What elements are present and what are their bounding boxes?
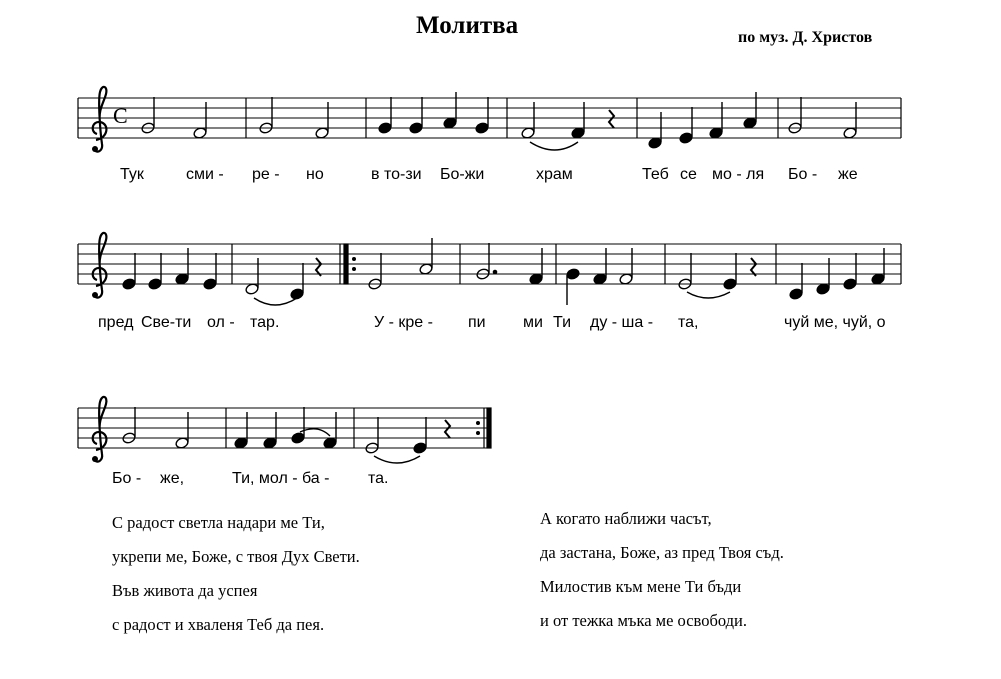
- verse-left: [112, 506, 360, 642]
- composer-credit: по муз. Д. Христов: [738, 29, 873, 46]
- lyric-word: в то-зи: [371, 166, 422, 183]
- lyric-word: чуй ме, чуй, о: [784, 314, 886, 331]
- time-signature: C: [113, 103, 128, 128]
- verse-line: да застана, Боже, аз пред Твоя съд.: [540, 543, 784, 562]
- lyric-word: Бо -: [788, 166, 818, 183]
- verse-line: А когато наближи часът,: [540, 509, 712, 528]
- notes-1: [141, 92, 857, 150]
- lyric-word: та,: [678, 314, 699, 331]
- lyric-word: се: [680, 166, 697, 183]
- verse-line: и от тежка мъка ме освободи.: [540, 611, 747, 630]
- lyric-word: пред: [98, 314, 134, 331]
- lyric-word: Бо -: [112, 470, 142, 487]
- verse-line: С радост светла надари ме Ти,: [112, 513, 325, 532]
- lyric-word: ду - ша -: [590, 314, 654, 331]
- staff-3: [78, 408, 491, 448]
- lyric-word: Теб: [642, 166, 669, 183]
- treble-clef-icon: [92, 233, 106, 298]
- lyric-word: Бо-жи: [440, 166, 485, 183]
- verse-line: с радост и хваленя Теб да пея.: [112, 615, 325, 634]
- lyric-word: тар.: [250, 314, 280, 331]
- song-title: Молитва: [416, 12, 519, 39]
- lyric-word: Све-ти: [141, 314, 192, 331]
- notes-2: [122, 238, 885, 305]
- lyric-word: ре -: [252, 166, 280, 183]
- verse-line: укрепи ме, Боже, с твоя Дух Свети.: [112, 547, 360, 566]
- lyric-word: сми -: [186, 166, 224, 183]
- lyric-word: ми: [523, 314, 543, 331]
- lyric-word: мо - ля: [712, 166, 765, 183]
- lyric-word: та.: [368, 470, 389, 487]
- lyric-word: Ти: [553, 314, 572, 331]
- lyric-word: У - кре -: [374, 314, 433, 331]
- lyric-word: но: [306, 166, 324, 183]
- lyric-word: Тук: [120, 166, 144, 183]
- verse-line: Милостив към мене Ти бъди: [540, 577, 742, 596]
- lyric-word: пи: [468, 314, 486, 331]
- treble-clef-icon: [92, 397, 106, 462]
- verse-line: Във живота да успея: [112, 581, 258, 600]
- verse-right: [540, 502, 784, 638]
- treble-clef-icon: [92, 87, 106, 152]
- lyric-word: же: [838, 166, 858, 183]
- lyric-word: ол -: [207, 314, 235, 331]
- lyric-word: же,: [160, 470, 185, 487]
- notes-3: [122, 407, 450, 463]
- lyric-word: Ти, мол - ба -: [232, 470, 330, 487]
- lyric-word: храм: [536, 166, 573, 183]
